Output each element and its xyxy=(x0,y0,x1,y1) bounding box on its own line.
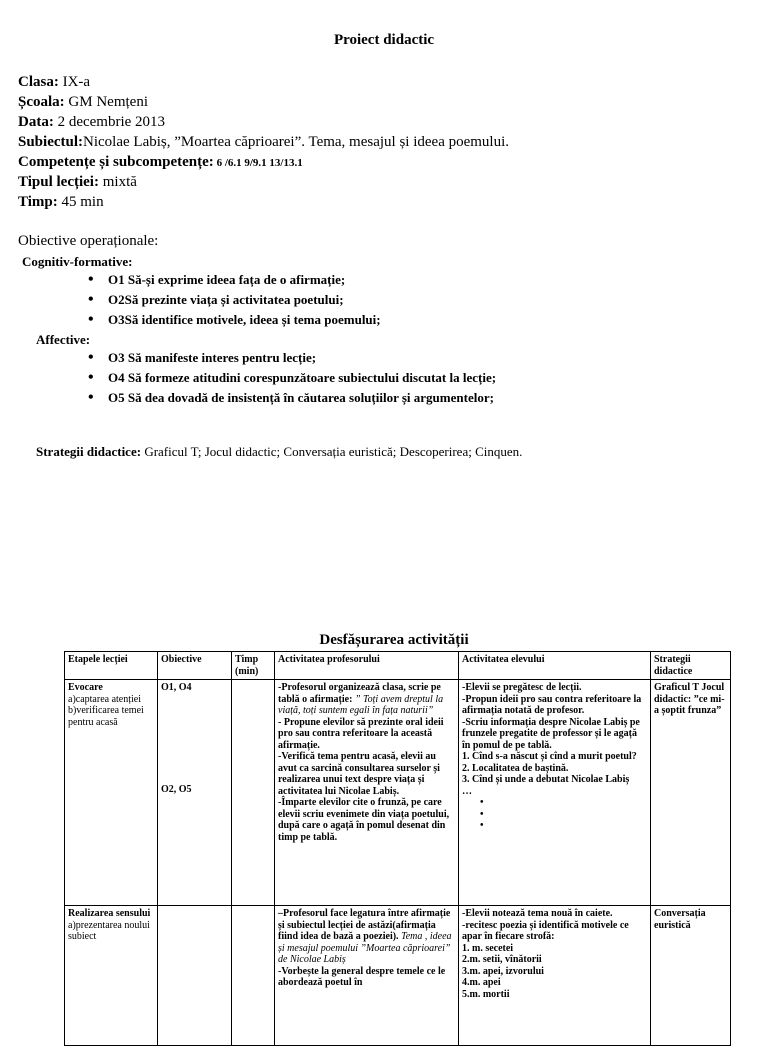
empty-bullet-list xyxy=(462,797,647,832)
teacher-quote: Tema , ideea și mesajul poemului ”Moartea căprioarei” de Nicolae Labiș xyxy=(278,931,452,965)
stage-step: b)verificarea temei pentru acasă xyxy=(68,705,144,728)
cognitiv-item: • O3Să identifice motivele, ideea și tema poemului; xyxy=(88,310,381,330)
stage-cell xyxy=(65,680,158,906)
cognitiv-item: • O2Să prezinte viața și activitatea poetului; xyxy=(88,290,381,310)
table-header-row xyxy=(65,652,731,680)
meta-tipul-label: Tipul lecției: xyxy=(18,174,99,190)
teacher-text: -Verifică tema pentru acasă, elevii au avut ca sarcină consultarea surselor și realizarea unui text despre viața și activitatea lui Nicolae Labiș. xyxy=(278,751,440,797)
objective-group: O2, O5 xyxy=(161,783,192,795)
spacer xyxy=(161,694,228,784)
student-question: 2. Localitatea de baștină. xyxy=(462,762,569,774)
bullet-item xyxy=(480,820,647,832)
student-text: -Elevii se pregătesc de lecții. xyxy=(462,682,582,693)
afective-list xyxy=(88,348,496,408)
table-row xyxy=(65,906,731,1046)
meta-competente-value: 6 /6.1 9/9.1 13/13.1 xyxy=(213,157,303,169)
meta-timp xyxy=(18,192,104,212)
objectives-cell xyxy=(158,906,232,1046)
header-obiective: Obiective xyxy=(158,652,232,680)
meta-subiect-label: Subiectul: xyxy=(18,134,84,150)
motif-item: 1. m. secetei xyxy=(462,942,514,954)
stage-title: Realizarea sensului xyxy=(68,908,151,919)
teacher-text: -Profesorul organizează clasa, scrie pe tablă o afirmație: xyxy=(278,682,441,705)
meta-scoala-value: GM Nemțeni xyxy=(64,94,148,110)
cognitiv-label: Cognitiv-formative: xyxy=(22,254,133,269)
header-strategii: Strategii didactice xyxy=(651,652,731,680)
bullet-item xyxy=(480,797,647,809)
meta-clasa xyxy=(18,72,90,92)
activity-title: Desfășurarea activității xyxy=(319,632,469,648)
teacher-text: - Propune elevilor să prezinte oral ideii pro sau contra referitoare la această afirmație. xyxy=(278,716,444,751)
student-text: -Propun ideii pro sau contra referitoare la afirmația notată de profesor. xyxy=(462,693,642,716)
afective-item: • O3 Să manifeste interes pentru lecție; xyxy=(88,348,496,368)
meta-data-value: 2 decembrie 2013 xyxy=(53,114,166,130)
teacher-text: -Vorbește la general despre temele ce le abordează poetul în xyxy=(278,965,446,988)
motif-item: 5.m. mortii xyxy=(462,988,510,1000)
student-text: -Elevii notează tema nouă în caiete. xyxy=(462,908,613,919)
motif-item: 3.m. apei, izvorului xyxy=(462,965,544,977)
meta-tipul-value: mixtă xyxy=(98,174,137,190)
teacher-activity-cell xyxy=(275,906,459,1046)
meta-clasa-value: IX-a xyxy=(58,74,91,90)
header-activitatea-elevului: Activitatea elevului xyxy=(459,652,651,680)
afective-item: • O4 Să formeze atitudini corespunzătoare subiectului discutat la lecție; xyxy=(88,368,496,388)
meta-competente-label: Competențe și subcompetențe: xyxy=(18,154,214,170)
afective-label: Affective: xyxy=(36,332,91,347)
motif-item: 2.m. setii, vînătorii xyxy=(462,954,542,965)
strategy-cell: Graficul T Jocul didactic: ”ce mi-a șoptit frunza” xyxy=(651,680,731,906)
student-text: -Scriu informația despre Nicolae Labiș pe frunzele pregatite de professor și le agață în pomul de pe tablă. xyxy=(462,716,640,751)
cognitiv-list xyxy=(88,270,381,330)
stage-step: a)captarea atenției xyxy=(68,693,141,705)
meta-data xyxy=(18,112,165,132)
strategy-cell: Conversația euristică xyxy=(651,906,731,1046)
header-etapele: Etapele lecției xyxy=(65,652,158,680)
student-activity-cell xyxy=(459,680,651,906)
table-row xyxy=(65,680,731,906)
bullet-item xyxy=(480,809,647,821)
stage-cell xyxy=(65,906,158,1046)
meta-scoala-label: Școala: xyxy=(18,94,65,110)
objective-group: O1, O4 xyxy=(161,682,192,693)
teacher-quote: ” Toți avem dreptul la viață, toți suntem egali în fața naturii” xyxy=(278,693,444,716)
meta-competente xyxy=(18,152,303,173)
meta-scoala xyxy=(18,92,148,112)
stage-step: a)prezentarea noului subiect xyxy=(68,919,150,942)
meta-clasa-label: Clasa: xyxy=(18,74,59,90)
time-cell xyxy=(232,680,275,906)
student-question: 1. Cînd s-a născut și cînd a murit poetul? xyxy=(462,751,637,762)
meta-subiect xyxy=(18,132,509,152)
student-activity-cell xyxy=(459,906,651,1046)
strategies-label: Strategii didactice: xyxy=(36,444,142,459)
meta-timp-label: Timp: xyxy=(18,194,58,210)
teacher-activity-cell xyxy=(275,680,459,906)
meta-timp-value: 45 min xyxy=(57,194,104,210)
motif-item: 4.m. apei xyxy=(462,977,501,988)
header-timp: Timp (min) xyxy=(232,652,275,680)
student-question: 3. Cînd și unde a debutat Nicolae Labiș xyxy=(462,774,630,785)
cognitiv-item: • O1 Să-și exprime ideea fața de o afirmație; xyxy=(88,270,381,290)
ellipsis: … xyxy=(462,785,472,797)
time-cell xyxy=(232,906,275,1046)
stage-title: Evocare xyxy=(68,682,103,693)
activity-table xyxy=(64,651,731,1046)
header-activitatea-profesorului: Activitatea profesorului xyxy=(275,652,459,680)
meta-subiect-value: Nicolae Labiș, ”Moartea căprioarei”. Tema, mesajul și ideea poemului. xyxy=(83,134,510,150)
meta-data-label: Data: xyxy=(18,114,54,130)
student-text: -recitesc poezia și identifică motivele ce apar în fiecare strofă: xyxy=(462,919,629,942)
document-title: Proiect didactic xyxy=(333,32,435,48)
objectives-cell xyxy=(158,680,232,906)
teacher-text: –Profesorul face legatura între afirmație și subiectul lecției de astăzi(afirmația fiind idea de bază a poeziei). xyxy=(278,908,451,942)
afective-item: • O5 Să dea dovadă de insistență în căutarea soluțiilor și argumentelor; xyxy=(88,388,496,408)
strategies-value: Graficul T; Jocul didactic; Conversația euristică; Descoperirea; Cinquen. xyxy=(141,444,523,459)
meta-tipul xyxy=(18,172,137,192)
objectives-heading: Obiective operaționale: xyxy=(18,233,159,249)
teacher-text: -Împarte elevilor cite o frunză, pe care elevii scriu evenimete din viața poetului, după care o agață în pomul desenat din timp pe tablă. xyxy=(278,797,450,843)
strategies-line xyxy=(36,444,522,460)
